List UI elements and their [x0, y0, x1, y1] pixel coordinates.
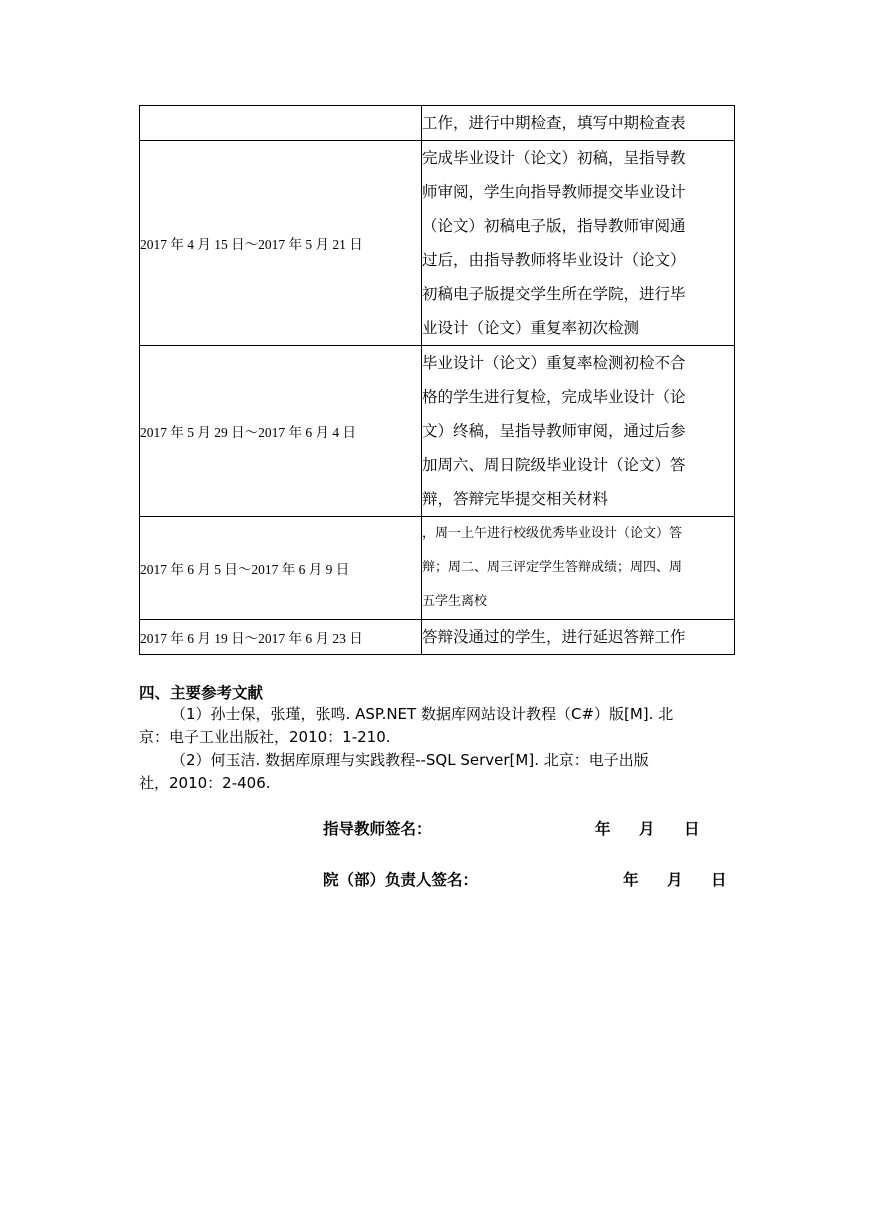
schedule-date	[140, 106, 422, 141]
table-row	[140, 141, 735, 346]
references-title: 四、主要参考文献	[139, 684, 264, 702]
task-line: 辩；周二、周三评定学生答辩成绩；周四、周	[422, 560, 683, 575]
schedule-task	[422, 620, 735, 655]
reference-line: （1）孙士保，张瑾，张鸣. ASP.NET 数据库网站设计教程（C#）版[M]. 北	[171, 705, 674, 723]
reference-item	[139, 703, 735, 749]
dept-head-signature-label: 院（部）负责人签名：	[323, 871, 479, 889]
task-line: 初稿电子版提交学生所在学院，进行毕	[422, 285, 686, 303]
dept-year-label: 年	[623, 871, 639, 889]
task-line: 师审阅，学生向指导教师提交毕业设计	[422, 183, 686, 201]
advisor-signature-label: 指导教师签名：	[323, 820, 432, 838]
task-line: 加周六、周日院级毕业设计（论文）答	[422, 456, 686, 474]
task-line: ，周一上午进行校级优秀毕业设计（论文）答	[422, 526, 683, 541]
schedule-date: 2017 年 6 月 5 日～2017 年 6 月 9 日	[140, 517, 422, 620]
schedule-task	[422, 517, 735, 620]
dept-day-label: 日	[711, 871, 727, 889]
task-line: 五学生离校	[422, 594, 488, 609]
table-row	[140, 106, 735, 141]
schedule-task	[422, 346, 735, 517]
schedule-task	[422, 141, 735, 346]
reference-line: （2）何玉洁. 数据库原理与实践教程--SQL Server[M]. 北京：电子出版	[171, 751, 649, 769]
advisor-year-label: 年	[595, 820, 611, 838]
task-line: 工作，进行中期检查，填写中期检查表	[422, 114, 686, 132]
task-line: （论文）初稿电子版，指导教师审阅通	[422, 217, 686, 235]
task-line: 过后，由指导教师将毕业设计（论文）	[422, 251, 686, 269]
task-line: 毕业设计（论文）重复率检测初检不合	[422, 354, 686, 372]
table-row	[140, 620, 735, 655]
reference-line: 京：电子工业出版社，2010：1-210.	[139, 728, 391, 746]
schedule-date: 2017 年 6 月 19 日～2017 年 6 月 23 日	[140, 620, 422, 655]
task-line: 格的学生进行复检，完成毕业设计（论	[422, 388, 686, 406]
advisor-month-label: 月	[639, 820, 655, 838]
dept-month-label: 月	[667, 871, 683, 889]
table-row	[140, 517, 735, 620]
task-line: 辩，答辩完毕提交相关材料	[422, 490, 609, 508]
task-line: 文）终稿，呈指导教师审阅，通过后参	[422, 422, 686, 440]
schedule-task	[422, 106, 735, 141]
advisor-day-label: 日	[684, 820, 700, 838]
reference-line: 社，2010：2-406.	[139, 774, 271, 792]
schedule-date: 2017 年 4 月 15 日～2017 年 5 月 21 日	[140, 141, 422, 346]
schedule-date: 2017 年 5 月 29 日～2017 年 6 月 4 日	[140, 346, 422, 517]
schedule-table	[139, 105, 735, 655]
table-row	[140, 346, 735, 517]
reference-item	[139, 749, 735, 795]
task-line: 答辩没通过的学生，进行延迟答辩工作	[422, 628, 686, 646]
task-line: 业设计（论文）重复率初次检测	[422, 319, 640, 337]
task-line: 完成毕业设计（论文）初稿，呈指导教	[422, 149, 686, 167]
